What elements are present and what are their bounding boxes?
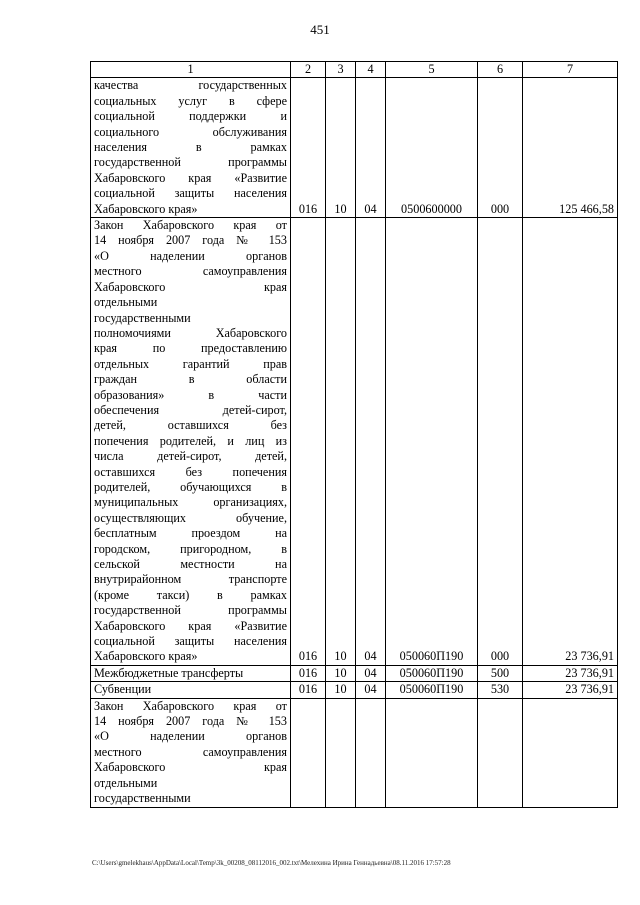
- description-line: Хабаровского края «Развитие: [94, 170, 287, 185]
- description-line: обеспечения детей-сирот,: [94, 402, 287, 417]
- cell-subsection: 04: [356, 682, 386, 698]
- table-body: [91, 78, 618, 807]
- cell-target-article: 050060П190: [386, 218, 478, 666]
- description-line: Закон Хабаровского края от: [94, 698, 287, 713]
- description-line: Закон Хабаровского края от: [94, 218, 287, 233]
- page-number: 451: [310, 22, 330, 37]
- header-col-3: 3: [326, 62, 356, 78]
- description-line: местного самоуправления: [94, 264, 287, 279]
- row-description: [91, 218, 291, 666]
- description-line: муниципальных организациях,: [94, 495, 287, 510]
- description-line: Хабаровского края»: [94, 201, 198, 216]
- table-row: [91, 665, 618, 681]
- description-line: населения в рамках: [94, 140, 287, 155]
- description-line: государственными: [94, 791, 191, 806]
- description-line: «О наделении органов: [94, 729, 287, 744]
- cell-expense-type: 000: [478, 218, 523, 666]
- cell-target-article: 0500600000: [386, 78, 478, 218]
- cell-ministry: 016: [291, 682, 326, 698]
- table-row: [91, 78, 618, 218]
- description-line: «О наделении органов: [94, 248, 287, 263]
- description-line: социального обслуживания: [94, 124, 287, 139]
- description-line: внутрирайонном транспорте: [94, 572, 287, 587]
- description-line: Хабаровского края: [94, 279, 287, 294]
- description-line: Хабаровского края: [94, 760, 287, 775]
- cell-subsection: 04: [356, 78, 386, 218]
- description-line: осуществляющих обучение,: [94, 510, 287, 525]
- cell-target-article: [386, 698, 478, 807]
- cell-ministry: 016: [291, 665, 326, 681]
- description-line: образования» в части: [94, 387, 287, 402]
- file-path-footer: C:\Users\gmelekhaus\AppData\Local\Temp\3k_00208_08112016_002.txt\Мелехина Ирина Геннадьевна\08.11.2016 17:57:28: [92, 859, 451, 867]
- cell-subsection: 04: [356, 665, 386, 681]
- cell-target-article: 050060П190: [386, 682, 478, 698]
- description-line: Субвенции: [94, 682, 152, 697]
- description-line: государственной программы: [94, 155, 287, 170]
- cell-ministry: 016: [291, 78, 326, 218]
- description-line: оставшихся без попечения: [94, 464, 287, 479]
- description-line: 14 ноября 2007 года № 153: [94, 714, 287, 729]
- row-description: [91, 78, 291, 218]
- description-line: городском, пригородном, в: [94, 541, 287, 556]
- table-row: [91, 682, 618, 698]
- header-col-1: 1: [91, 62, 291, 78]
- description-line: социальных услуг в сфере: [94, 93, 287, 108]
- cell-amount: [523, 698, 618, 807]
- cell-expense-type: 500: [478, 665, 523, 681]
- cell-ministry: [291, 698, 326, 807]
- cell-section: 10: [326, 665, 356, 681]
- description-line: 14 ноября 2007 года № 153: [94, 233, 287, 248]
- cell-expense-type: [478, 698, 523, 807]
- header-col-2: 2: [291, 62, 326, 78]
- cell-target-article: 050060П190: [386, 665, 478, 681]
- row-description: [91, 682, 291, 698]
- table-header-row: [91, 62, 618, 78]
- description-line: качества государственных: [94, 78, 287, 93]
- header-col-5: 5: [386, 62, 478, 78]
- description-line: Хабаровского края»: [94, 649, 198, 664]
- cell-subsection: 04: [356, 218, 386, 666]
- description-line: родителей, обучающихся в: [94, 479, 287, 494]
- description-line: социальной защиты населения: [94, 634, 287, 649]
- cell-expense-type: 530: [478, 682, 523, 698]
- cell-amount: 23 736,91: [523, 665, 618, 681]
- description-line: отдельных гарантий прав: [94, 356, 287, 371]
- header-col-7: 7: [523, 62, 618, 78]
- table-row: [91, 698, 618, 807]
- description-line: отдельными: [94, 295, 158, 310]
- header-col-6: 6: [478, 62, 523, 78]
- description-line: государственными: [94, 310, 191, 325]
- cell-ministry: 016: [291, 218, 326, 666]
- description-line: Межбюджетные трансферты: [94, 665, 244, 680]
- cell-expense-type: 000: [478, 78, 523, 218]
- description-line: государственной программы: [94, 603, 287, 618]
- row-description: [91, 698, 291, 807]
- header-col-4: 4: [356, 62, 386, 78]
- description-line: детей, оставшихся без: [94, 418, 287, 433]
- description-line: социальной поддержки и: [94, 109, 287, 124]
- description-line: сельской местности на: [94, 557, 287, 571]
- description-line: социальной защиты населения: [94, 186, 287, 201]
- budget-table: [90, 61, 618, 808]
- description-line: местного самоуправления: [94, 744, 287, 759]
- cell-section: 10: [326, 218, 356, 666]
- description-line: попечения родителей, и лиц из: [94, 433, 287, 448]
- description-line: отдельными: [94, 775, 158, 790]
- cell-section: [326, 698, 356, 807]
- row-description: [91, 665, 291, 681]
- cell-subsection: [356, 698, 386, 807]
- description-line: края по предоставлению: [94, 341, 287, 356]
- cell-section: 10: [326, 682, 356, 698]
- cell-section: 10: [326, 78, 356, 218]
- description-line: полномочиями Хабаровского: [94, 325, 287, 340]
- table-row: [91, 218, 618, 666]
- cell-amount: 125 466,58: [523, 78, 618, 218]
- cell-amount: 23 736,91: [523, 682, 618, 698]
- description-line: Хабаровского края «Развитие: [94, 618, 287, 633]
- description-line: (кроме такси) в рамках: [94, 587, 287, 602]
- description-line: граждан в области: [94, 372, 287, 387]
- description-line: бесплатным проездом на: [94, 526, 287, 541]
- description-line: числа детей-сирот, детей,: [94, 449, 287, 464]
- cell-amount: 23 736,91: [523, 218, 618, 666]
